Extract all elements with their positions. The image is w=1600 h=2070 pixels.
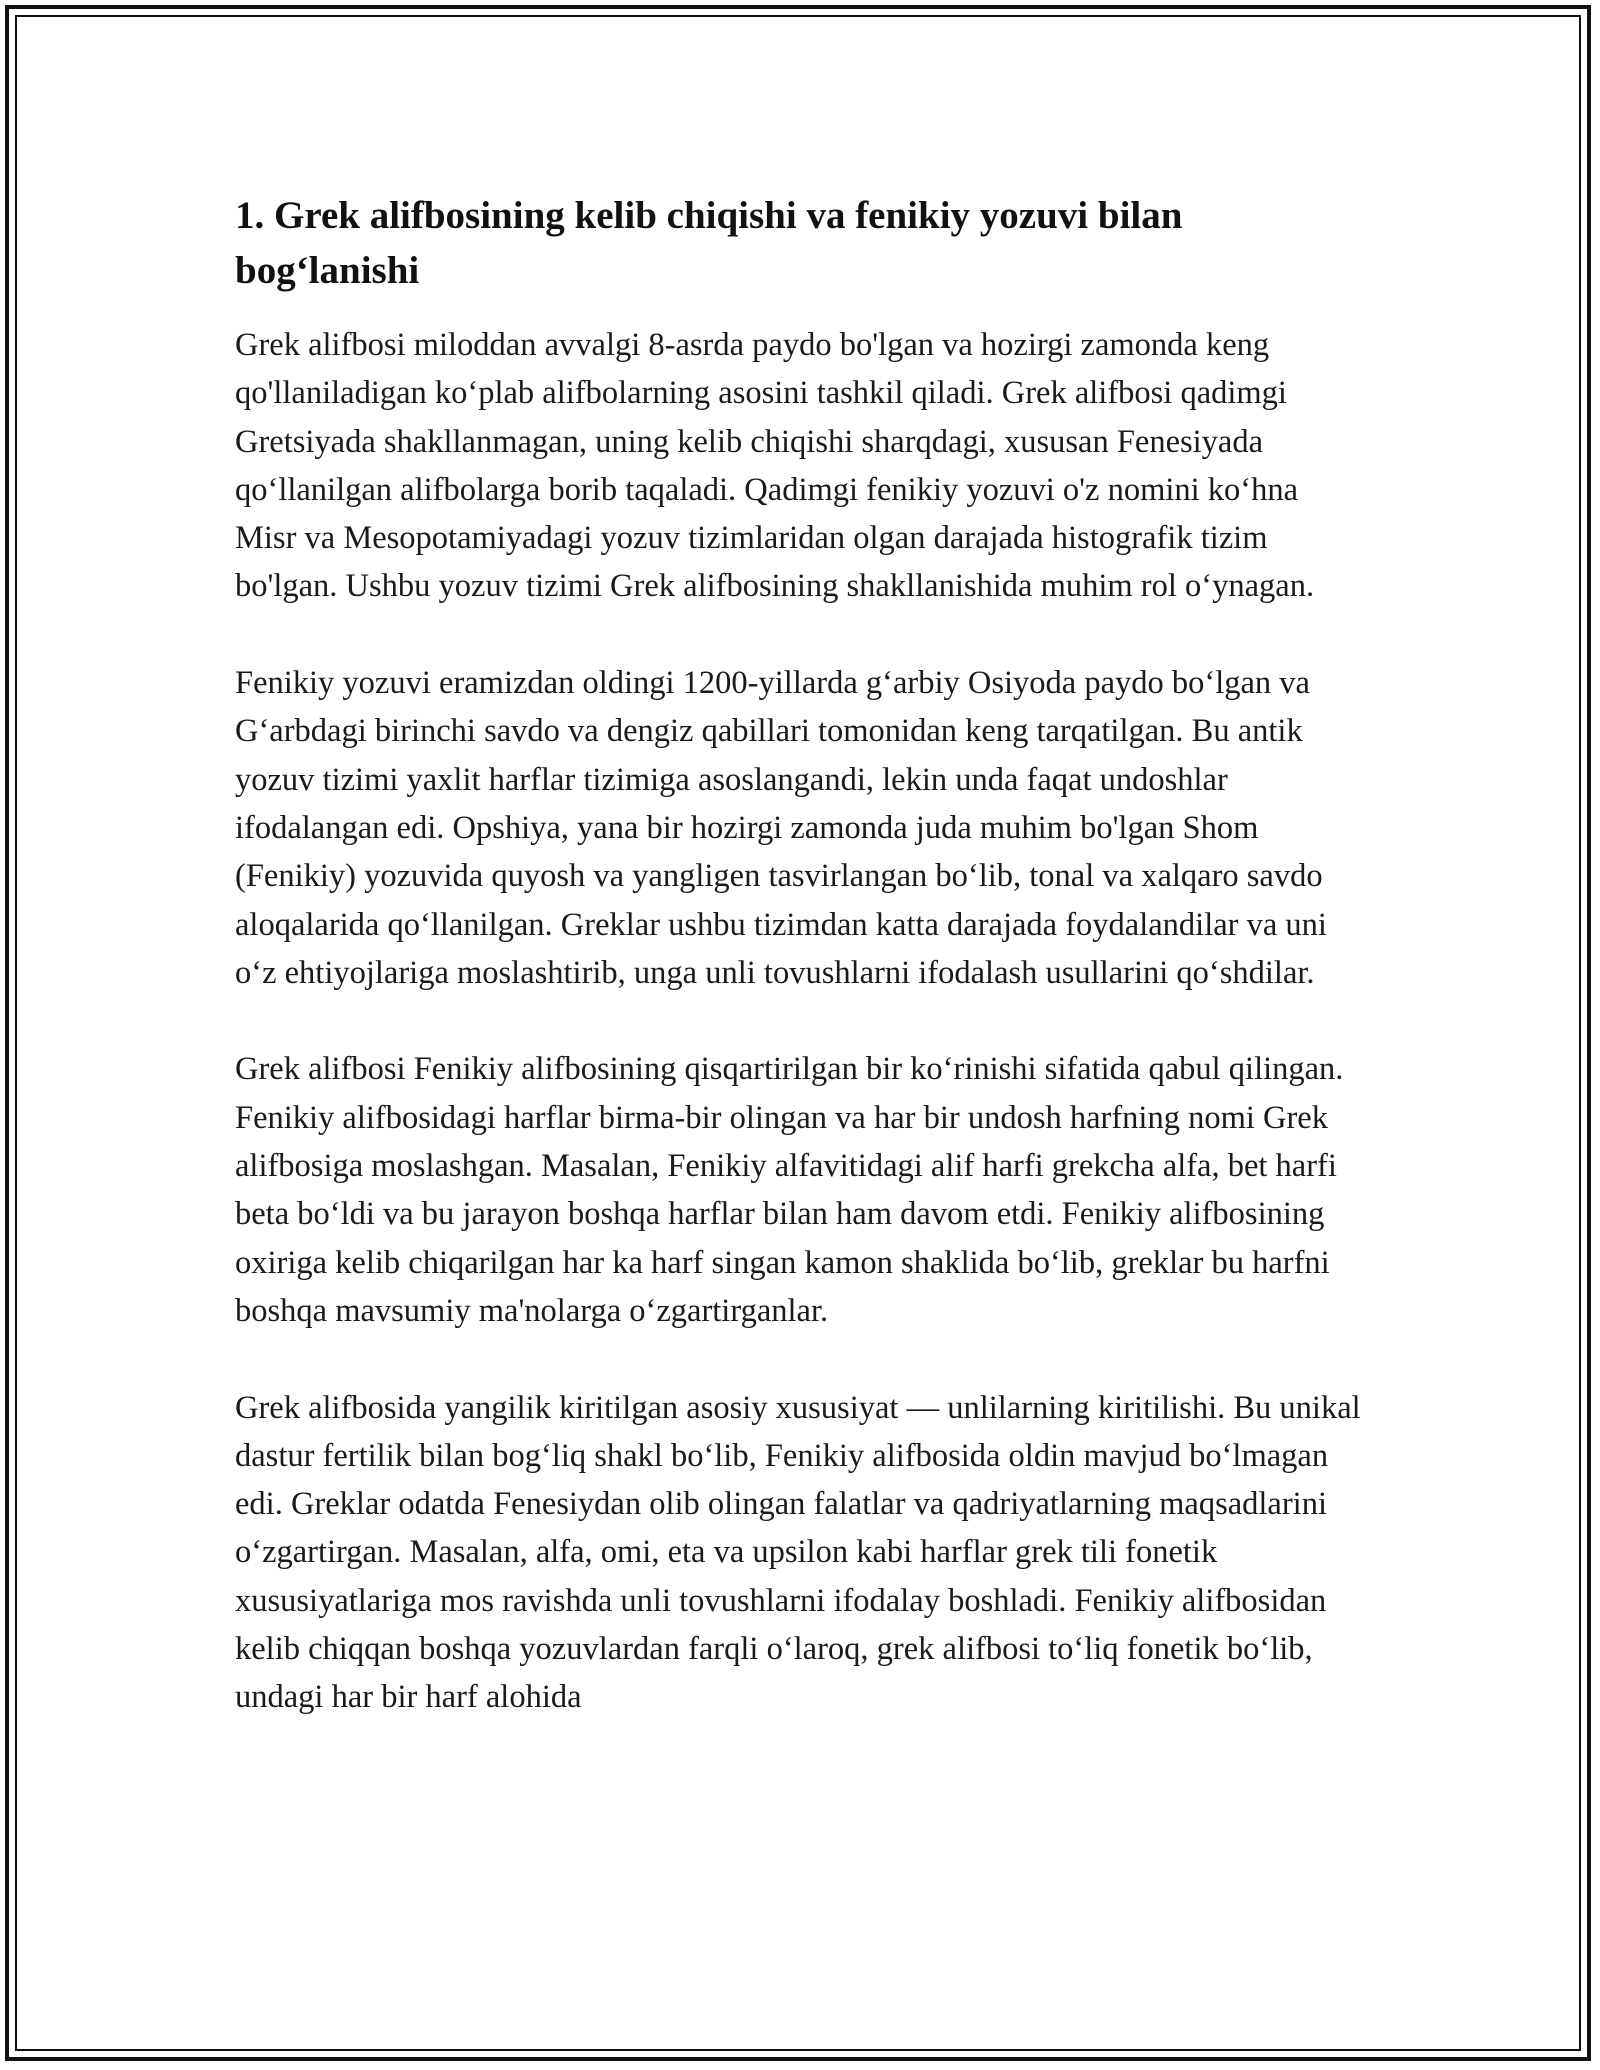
document-body (235, 188, 1365, 1770)
paragraph-4: Grek alifbosida yangilik kiritilgan asosiy xususiyat — unlilarning kiritilishi. Bu unikal dastur fertilik bilan bog‘liq shakl bo‘lib, Fenikiy alifbosida oldin mavjud bo‘lmagan edi. Greklar odatda Fenesiydan olib olingan falatlar va qadriyatlarning maqsadlarini o‘zgartirgan. Masalan, alfa, omi, eta va upsilon kabi harflar grek tili fonetik xususiyatlariga mos ravishda unli tovushlarni ifodalay boshladi. Fenikiy alifbosidan kelib chiqqan boshqa yozuvlardan farqli o‘laroq, grek alifbosi to‘liq fonetik bo‘lib, undagi har bir harf alohida (235, 1389, 1361, 1716)
paragraph-2: Fenikiy yozuvi eramizdan oldingi 1200-yillarda g‘arbiy Osiyoda paydo bo‘lgan va G‘arbdagi birinchi savdo va dengiz qabillari tomonidan keng tarqatilgan. Bu antik yozuv tizimi yaxlit harflar tizimiga asoslangandi, lekin unda faqat undoshlar ifodalangan edi. Opshiya, yana bir hozirgi zamonda juda muhim bo'lgan Shom (Fenikiy) yozuvida quyosh va yangligen tasvirlangan bo‘lib, tonal va xalqaro savdo aloqalarida qo‘llanilgan. Greklar ushbu tizimdan katta darajada foydalandilar va uni o‘z ehtiyojlariga moslashtirib, unga unli tovushlarni ifodalash usullarini qo‘shdilar. (235, 665, 1327, 991)
section-title: 1. Grek alifbosining kelib chiqishi va fenikiy yozuvi bilan bog‘lanishi (235, 194, 1183, 292)
paragraph-3: Grek alifbosi Fenikiy alifbosining qisqartirilgan bir ko‘rinishi sifatida qabul qilingan. Fenikiy alifbosidagi harflar birma-bir olingan va har bir undosh harfning nomi Grek alifbosiga moslashgan. Masalan, Fenikiy alfavitidagi alif harfi grekcha alfa, bet harfi beta bo‘ldi va bu jarayon boshqa harflar bilan ham davom etdi. Fenikiy alifbosining oxiriga kelib chiqarilgan har ka harf singan kamon shaklida bo‘lib, greklar bu harfni boshqa mavsumiy ma'nolarga o‘zgartirganlar. (235, 1051, 1344, 1329)
paragraph-1: Grek alifbosi miloddan avvalgi 8-asrda paydo bo'lgan va hozirgi zamonda keng qo'llaniladigan ko‘plab alifbolarning asosini tashkil qiladi. Grek alifbosi qadimgi Gretsiyada shakllanmagan, uning kelib chiqishi sharqdagi, xususan Fenesiyada qo‘llanilgan alifbolarga borib taqaladi. Qadimgi fenikiy yozuvi o'z nomini ko‘hna Misr va Mesopotamiyadagi yozuv tizimlaridan olgan darajada histografik tizim bo'lgan. Ushbu yozuv tizimi Grek alifbosining shakllanishida muhim rol o‘ynagan. (235, 327, 1315, 605)
